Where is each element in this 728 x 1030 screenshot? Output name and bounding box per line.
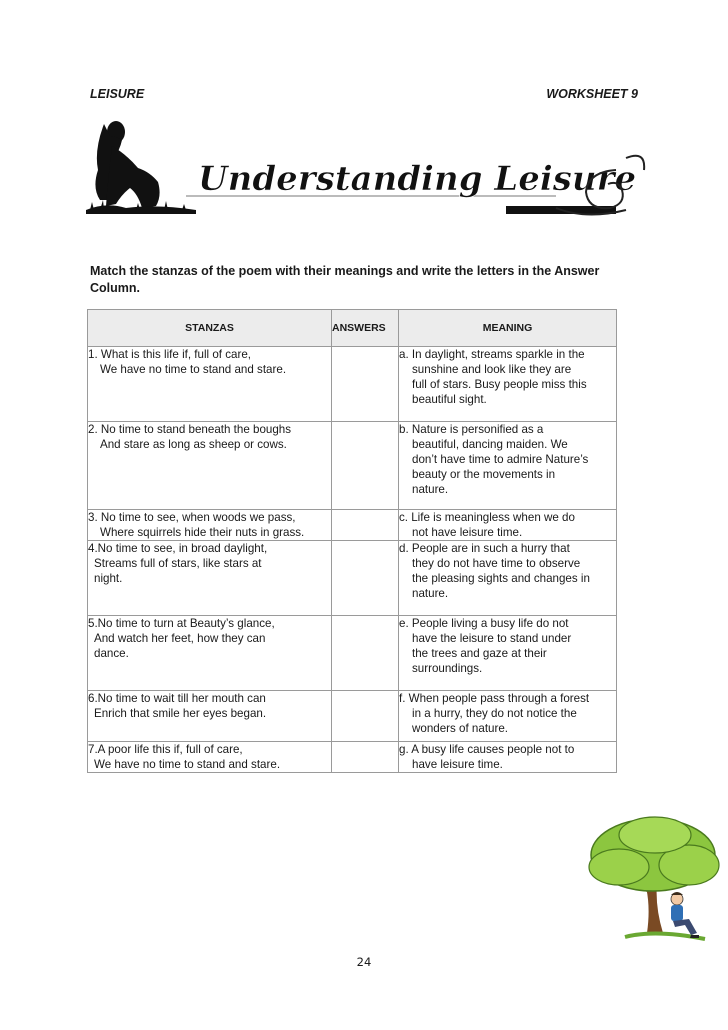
table-row: [88, 616, 617, 691]
table-row: [88, 510, 617, 541]
answer-cell[interactable]: [332, 691, 399, 742]
meaning-line: nature.: [412, 483, 449, 496]
banner-title: Understanding Leisure: [198, 159, 637, 199]
table-row: [88, 691, 617, 742]
meaning-line: sunshine and look like they are: [412, 363, 572, 376]
table-row: [88, 422, 617, 510]
meaning-cell: [399, 616, 617, 691]
meaning-line: beauty or the movements in: [412, 468, 556, 481]
worksheet-number: WORKSHEET 9: [546, 87, 638, 101]
meaning-line: in a hurry, they do not notice the: [412, 707, 577, 720]
stanza-line: Where squirrels hide their nuts in grass.: [100, 526, 305, 539]
stanza-line: And stare as long as sheep or cows.: [100, 438, 287, 451]
page-number: 24: [356, 955, 372, 969]
answer-cell[interactable]: [332, 347, 399, 422]
stanza-line: We have no time to stand and stare.: [100, 363, 287, 376]
meaning-line: not have leisure time.: [412, 526, 523, 539]
meaning-column-header: MEANING: [399, 310, 617, 347]
meaning-cell: [399, 347, 617, 422]
meaning-cell: [399, 541, 617, 616]
stanza-cell: [88, 742, 332, 773]
meaning-cell: [399, 422, 617, 510]
table-header-row: [88, 310, 617, 347]
meaning-line: nature.: [412, 587, 449, 600]
sitting-boy-icon: [671, 892, 699, 938]
meaning-line: full of stars. Busy people miss this: [412, 378, 587, 391]
stanza-line: We have no time to stand and stare.: [94, 758, 281, 771]
table-row: [88, 742, 617, 773]
meaning-line: d. People are in such a hurry that: [399, 542, 570, 555]
stanza-line: 5.No time to turn at Beauty’s glance,: [88, 617, 275, 630]
meaning-line: the pleasing sights and changes in: [412, 572, 590, 585]
meaning-line: b. Nature is personified as a: [399, 423, 544, 436]
meaning-line: don’t have time to admire Nature’s: [412, 453, 589, 466]
stanza-cell: [88, 691, 332, 742]
answer-cell[interactable]: [332, 422, 399, 510]
stanza-line: 7.A poor life this if, full of care,: [88, 743, 243, 756]
stanza-line: 6.No time to wait till her mouth can: [88, 692, 266, 705]
meaning-line: beautiful, dancing maiden. We: [412, 438, 568, 451]
meaning-line: g. A busy life causes people not to: [399, 743, 575, 756]
stanza-line: Enrich that smile her eyes began.: [94, 707, 267, 720]
tree-icon: [589, 817, 719, 939]
meaning-line: a. In daylight, streams sparkle in the: [399, 348, 585, 361]
stanza-line: dance.: [94, 647, 129, 660]
meaning-line: wonders of nature.: [412, 722, 509, 735]
answers-column-header: ANSWERS: [332, 310, 399, 347]
matching-table: [87, 309, 617, 773]
meaning-cell: [399, 510, 617, 541]
stanzas-column-header: STANZAS: [88, 310, 332, 347]
stanza-line: 4.No time to see, in broad daylight,: [88, 542, 268, 555]
stanza-line: And watch her feet, how they can: [94, 632, 266, 645]
meaning-line: f. When people pass through a forest: [399, 692, 590, 705]
answer-cell[interactable]: [332, 541, 399, 616]
meaning-line: c. Life is meaningless when we do: [399, 511, 575, 524]
section-title: LEISURE: [90, 87, 145, 101]
stanza-line: 3. No time to see, when woods we pass,: [88, 511, 296, 524]
instruction-text: Match the stanzas of the poem with their meanings and write the letters in the Answer Column.: [90, 264, 600, 295]
meaning-line: have the leisure to stand under: [412, 632, 572, 645]
meaning-line: surroundings.: [412, 662, 483, 675]
stanza-cell: [88, 541, 332, 616]
stanza-cell: [88, 347, 332, 422]
stanza-line: night.: [94, 572, 123, 585]
meaning-cell: [399, 742, 617, 773]
banner: [86, 110, 646, 228]
stanza-cell: [88, 422, 332, 510]
tree-illustration: [585, 815, 725, 945]
stanza-line: 1. What is this life if, full of care,: [88, 348, 252, 361]
meaning-line: they do not have time to observe: [412, 557, 581, 570]
meaning-line: e. People living a busy life do not: [399, 617, 569, 630]
meaning-cell: [399, 691, 617, 742]
meaning-line: beautiful sight.: [412, 393, 487, 406]
stanza-cell: [88, 510, 332, 541]
meaning-line: the trees and gaze at their: [412, 647, 547, 660]
answer-cell[interactable]: [332, 742, 399, 773]
stanza-line: Streams full of stars, like stars at: [94, 557, 262, 570]
answer-cell[interactable]: [332, 510, 399, 541]
meaning-line: have leisure time.: [412, 758, 503, 771]
table-row: [88, 347, 617, 422]
stanza-cell: [88, 616, 332, 691]
stanza-line: 2. No time to stand beneath the boughs: [88, 423, 292, 436]
table-row: [88, 541, 617, 616]
answer-cell[interactable]: [332, 616, 399, 691]
silhouette-image: [86, 121, 196, 214]
